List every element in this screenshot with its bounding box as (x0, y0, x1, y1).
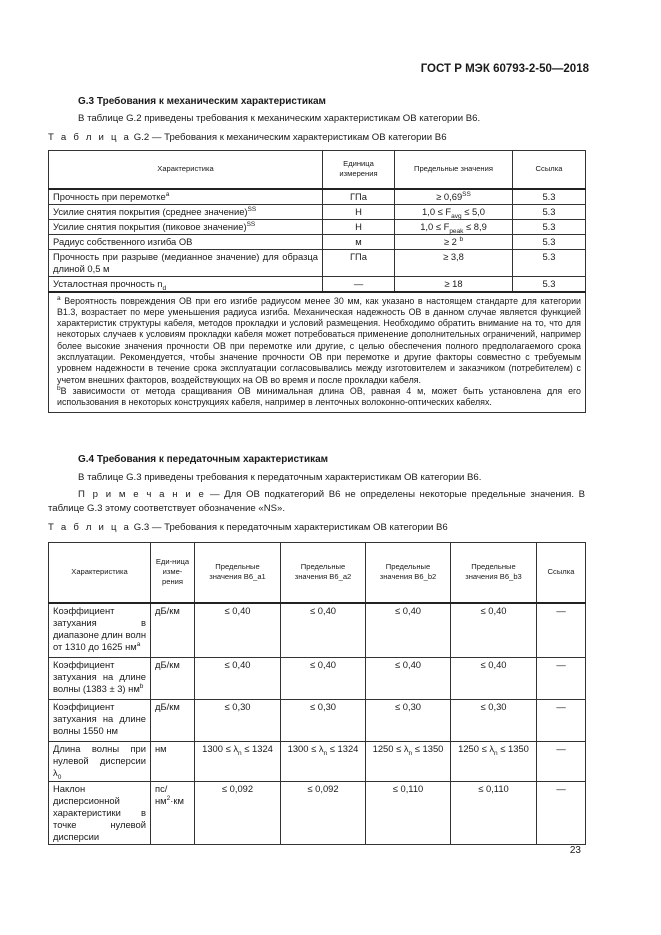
unit-text: ·км (170, 795, 184, 806)
value-cell: ≤ 0,30 (451, 700, 537, 742)
ref-cell: — (537, 603, 586, 658)
document-header: ГОСТ Р МЭК 60793-2-50—2018 (420, 63, 589, 75)
table-g2-header-cell: Предельные значения (395, 151, 513, 189)
unit-cell: м (323, 234, 395, 249)
table-g2-header-cell: Характеристика (49, 151, 323, 189)
table-g3-header-cell: Предельные значения В6_b3 (451, 543, 537, 603)
char-text: Усталостная прочность n (53, 277, 163, 289)
limit-text: 1,0 ≤ F (422, 205, 452, 217)
unit-cell: ГПа (323, 249, 395, 276)
value-text: ≤ 1324 (241, 743, 273, 754)
char-sub: 0 (57, 773, 62, 781)
value-cell: ≤ 0,30 (195, 700, 281, 742)
footnote-text: В зависимости от метода сращивания ОВ минимальная длина ОВ, равная 4 м, может быть установлена для его использования в некоторых конструкциях кабеля, например в ленточных волоконно-оптических кабелях. (57, 385, 581, 408)
unit-cell: нм (151, 742, 195, 782)
value-text: 1300 ≤ λ (202, 743, 239, 754)
unit-cell: дБ/км (151, 603, 195, 658)
table-g2-notes-row (49, 292, 586, 413)
limit-text: ≤ 8,9 (463, 220, 487, 232)
table-row (49, 700, 586, 742)
limit-cell: ≥ 3,8 (395, 249, 513, 276)
char-cell: Прочность при разрыве (медианное значение) для образца длиной 0,5 м (49, 249, 323, 276)
value-cell: ≤ 0,092 (195, 782, 281, 845)
footnote-mark: а (136, 640, 141, 648)
ref-cell: 5.3 (513, 204, 586, 219)
value-cell (195, 742, 281, 782)
ref-cell: 5.3 (513, 249, 586, 276)
value-cell: ≤ 0,40 (366, 658, 451, 700)
table-row (49, 782, 586, 845)
value-text: 1250 ≤ λ (458, 743, 495, 754)
value-cell: ≤ 0,40 (451, 658, 537, 700)
char-text: Усилие снятия покрытия (пиковое значение) (53, 220, 247, 232)
table-g2-caption-text: G.2 — Требования к механическим характеристикам ОВ категории В6 (133, 132, 447, 143)
table-row (49, 276, 586, 292)
table-g2-notes (49, 292, 586, 413)
value-cell: ≤ 0,40 (195, 658, 281, 700)
limit-text: 1,0 ≤ F (420, 220, 450, 232)
table-g3-header-cell: Предельные значения В6_а2 (281, 543, 366, 603)
char-cell (49, 742, 151, 782)
char-text: Коэффициент затухания в диапазоне длин волн от 1310 до 1625 нм (53, 604, 146, 652)
table-g3-caption (48, 522, 448, 533)
table-g2-header-row (49, 151, 586, 189)
char-text: Длина волны при нулевой дисперсии λ (53, 743, 146, 778)
value-cell: ≤ 0,40 (281, 603, 366, 658)
note-label: П р и м е ч а н и е (78, 489, 206, 500)
value-text: 1300 ≤ λ (287, 743, 324, 754)
value-text: ≤ 1350 (497, 743, 529, 754)
char-cell (49, 204, 323, 219)
limit-text: ≥ 0,69 (436, 190, 463, 202)
value-cell: ≤ 0,40 (195, 603, 281, 658)
table-g3-caption-text: G.3 — Требования к передаточным характеристикам ОВ категории В6 (133, 522, 448, 533)
value-sub: n (408, 749, 413, 757)
table-g2-header-cell: Единица измерения (323, 151, 395, 189)
unit-cell: ГПа (323, 189, 395, 205)
footnote-mark: b (57, 384, 61, 392)
footnote-mark: а (165, 190, 170, 198)
limit-sub: avg (451, 212, 462, 220)
table-g3-header-cell: Ссылка (537, 543, 586, 603)
table-g2-header-cell: Ссылка (513, 151, 586, 189)
footnote-mark: SS (247, 205, 257, 213)
limit-text: ≤ 5,0 (461, 205, 485, 217)
limit-cell (395, 189, 513, 205)
value-cell: ≤ 0,30 (366, 700, 451, 742)
section-g3-heading: G.3 Требования к механическим характеристикам (78, 96, 326, 107)
table-row (49, 234, 586, 249)
unit-cell: Н (323, 219, 395, 234)
ref-cell: 5.3 (513, 189, 586, 205)
table-row (49, 204, 586, 219)
footnote-text: Вероятность повреждения ОВ при его изгибе радиусом менее 30 мм, как указано в настоящем стандарте для категории B1.3, возрастает по мере уменьшения радиуса изгиба. Механическая надежность ОВ в данном случае является функцией характеристик структуры кабеля, методов прокладки и условий размещения. Необходимо обратить внимание на то, что для некоторых случаев к условиям прокладки кабеля может потребоваться применение дополнительных ограничений, например более высокие значения прочности ОВ при перемотке или другие, с целью обеспечения полного предполагаемого срока эксплуатации. Рекомендуется, чтобы значение прочности ОВ при перемотке и другие факторы совместно с требуемым уровнем надежности в течение срока эксплуатации согласовывались между изготовителем и заказчиком (потребителем) с учетом внешних факторов, воздействующих на ОВ во время и после прокладки кабеля. (57, 295, 581, 385)
footnote-mark: a (57, 294, 61, 302)
ref-cell: — (537, 658, 586, 700)
unit-text: пс/нм (155, 783, 168, 806)
value-cell: ≤ 0,40 (366, 603, 451, 658)
value-cell (451, 742, 537, 782)
limit-sup: SS (462, 190, 471, 198)
ref-cell: — (537, 742, 586, 782)
table-row (49, 742, 586, 782)
unit-cell: Н (323, 204, 395, 219)
table-row (49, 603, 586, 658)
table-g3 (48, 542, 586, 845)
limit-cell (395, 204, 513, 219)
value-cell: ≤ 0,110 (366, 782, 451, 845)
limit-cell (395, 219, 513, 234)
char-cell: Коэффициент затухания на длине волны 1550 нм (49, 700, 151, 742)
unit-cell (151, 782, 195, 845)
table-row (49, 219, 586, 234)
unit-cell: дБ/км (151, 658, 195, 700)
value-cell: ≤ 0,40 (451, 603, 537, 658)
ref-cell: 5.3 (513, 276, 586, 292)
table-g3-caption-prefix: Т а б л и ц а (48, 522, 132, 533)
table-row (49, 189, 586, 205)
section-g3-intro: В таблице G.2 приведены требования к механическим характеристикам ОВ категории В6. (78, 113, 481, 124)
char-cell: Наклон дисперсионной характеристики в точке нулевой дисперсии (49, 782, 151, 845)
limit-cell (395, 234, 513, 249)
char-cell (49, 603, 151, 658)
table-g2-caption-prefix: Т а б л и ц а (48, 132, 132, 143)
table-row (49, 249, 586, 276)
table-g3-header-cell: Предельные значения В6_b2 (366, 543, 451, 603)
char-cell (49, 658, 151, 700)
value-cell: ≤ 0,40 (281, 658, 366, 700)
unit-cell: — (323, 276, 395, 292)
section-g4-heading: G.4 Требования к передаточным характеристикам (78, 454, 329, 465)
limit-sup: b (459, 235, 464, 243)
note-text: — Для ОВ подкатегорий В6 не определены некоторые предельные значения. В таблице G.3 этому соответствует обозначение «NS». (48, 489, 585, 514)
char-sub: d (162, 284, 167, 292)
value-sub: n (238, 749, 242, 757)
value-text: ≤ 1350 (412, 743, 444, 754)
limit-cell: ≥ 18 (395, 276, 513, 292)
char-cell (49, 276, 323, 292)
table-g2 (48, 150, 586, 413)
char-cell (49, 189, 323, 205)
value-text: 1250 ≤ λ (372, 743, 409, 754)
unit-cell: дБ/км (151, 700, 195, 742)
value-sub: n (494, 749, 498, 757)
value-cell: ≤ 0,092 (281, 782, 366, 845)
value-sub: n (323, 749, 328, 757)
ref-cell: — (537, 782, 586, 845)
char-text: Прочность при перемотке (53, 190, 166, 202)
footnote-a (57, 296, 581, 386)
section-g4-note (48, 488, 585, 516)
footnote-mark: b (139, 682, 144, 690)
limit-sub: peak (449, 227, 464, 235)
ref-cell: 5.3 (513, 234, 586, 249)
ref-cell: 5.3 (513, 219, 586, 234)
value-cell: ≤ 0,110 (451, 782, 537, 845)
char-cell (49, 219, 323, 234)
table-g3-header-cell: Предельные значения В6_а1 (195, 543, 281, 603)
char-cell: Радиус собственного изгиба ОВ (49, 234, 323, 249)
table-g3-header-cell: Характеристика (49, 543, 151, 603)
value-text: ≤ 1324 (327, 743, 359, 754)
value-cell: ≤ 0,30 (281, 700, 366, 742)
table-g3-header-row (49, 543, 586, 603)
ref-cell: — (537, 700, 586, 742)
table-row (49, 658, 586, 700)
limit-text: ≥ 2 (443, 235, 457, 247)
char-text: Усилие снятия покрытия (среднее значение) (53, 205, 248, 217)
unit-sup: 2 (166, 794, 171, 802)
section-g4-intro: В таблице G.3 приведены требования к передаточным характеристикам ОВ категории В6. (78, 472, 482, 483)
value-cell (281, 742, 366, 782)
footnote-mark: SS (246, 220, 256, 228)
table-g2-caption (48, 132, 447, 143)
table-g3-header-cell: Еди-ница изме-рения (151, 543, 195, 603)
footnote-b (57, 386, 581, 409)
page-number: 23 (569, 845, 581, 856)
char-text: Коэффициент затухания на длине волны (1383 ± 3) нм (53, 659, 146, 694)
value-cell (366, 742, 451, 782)
